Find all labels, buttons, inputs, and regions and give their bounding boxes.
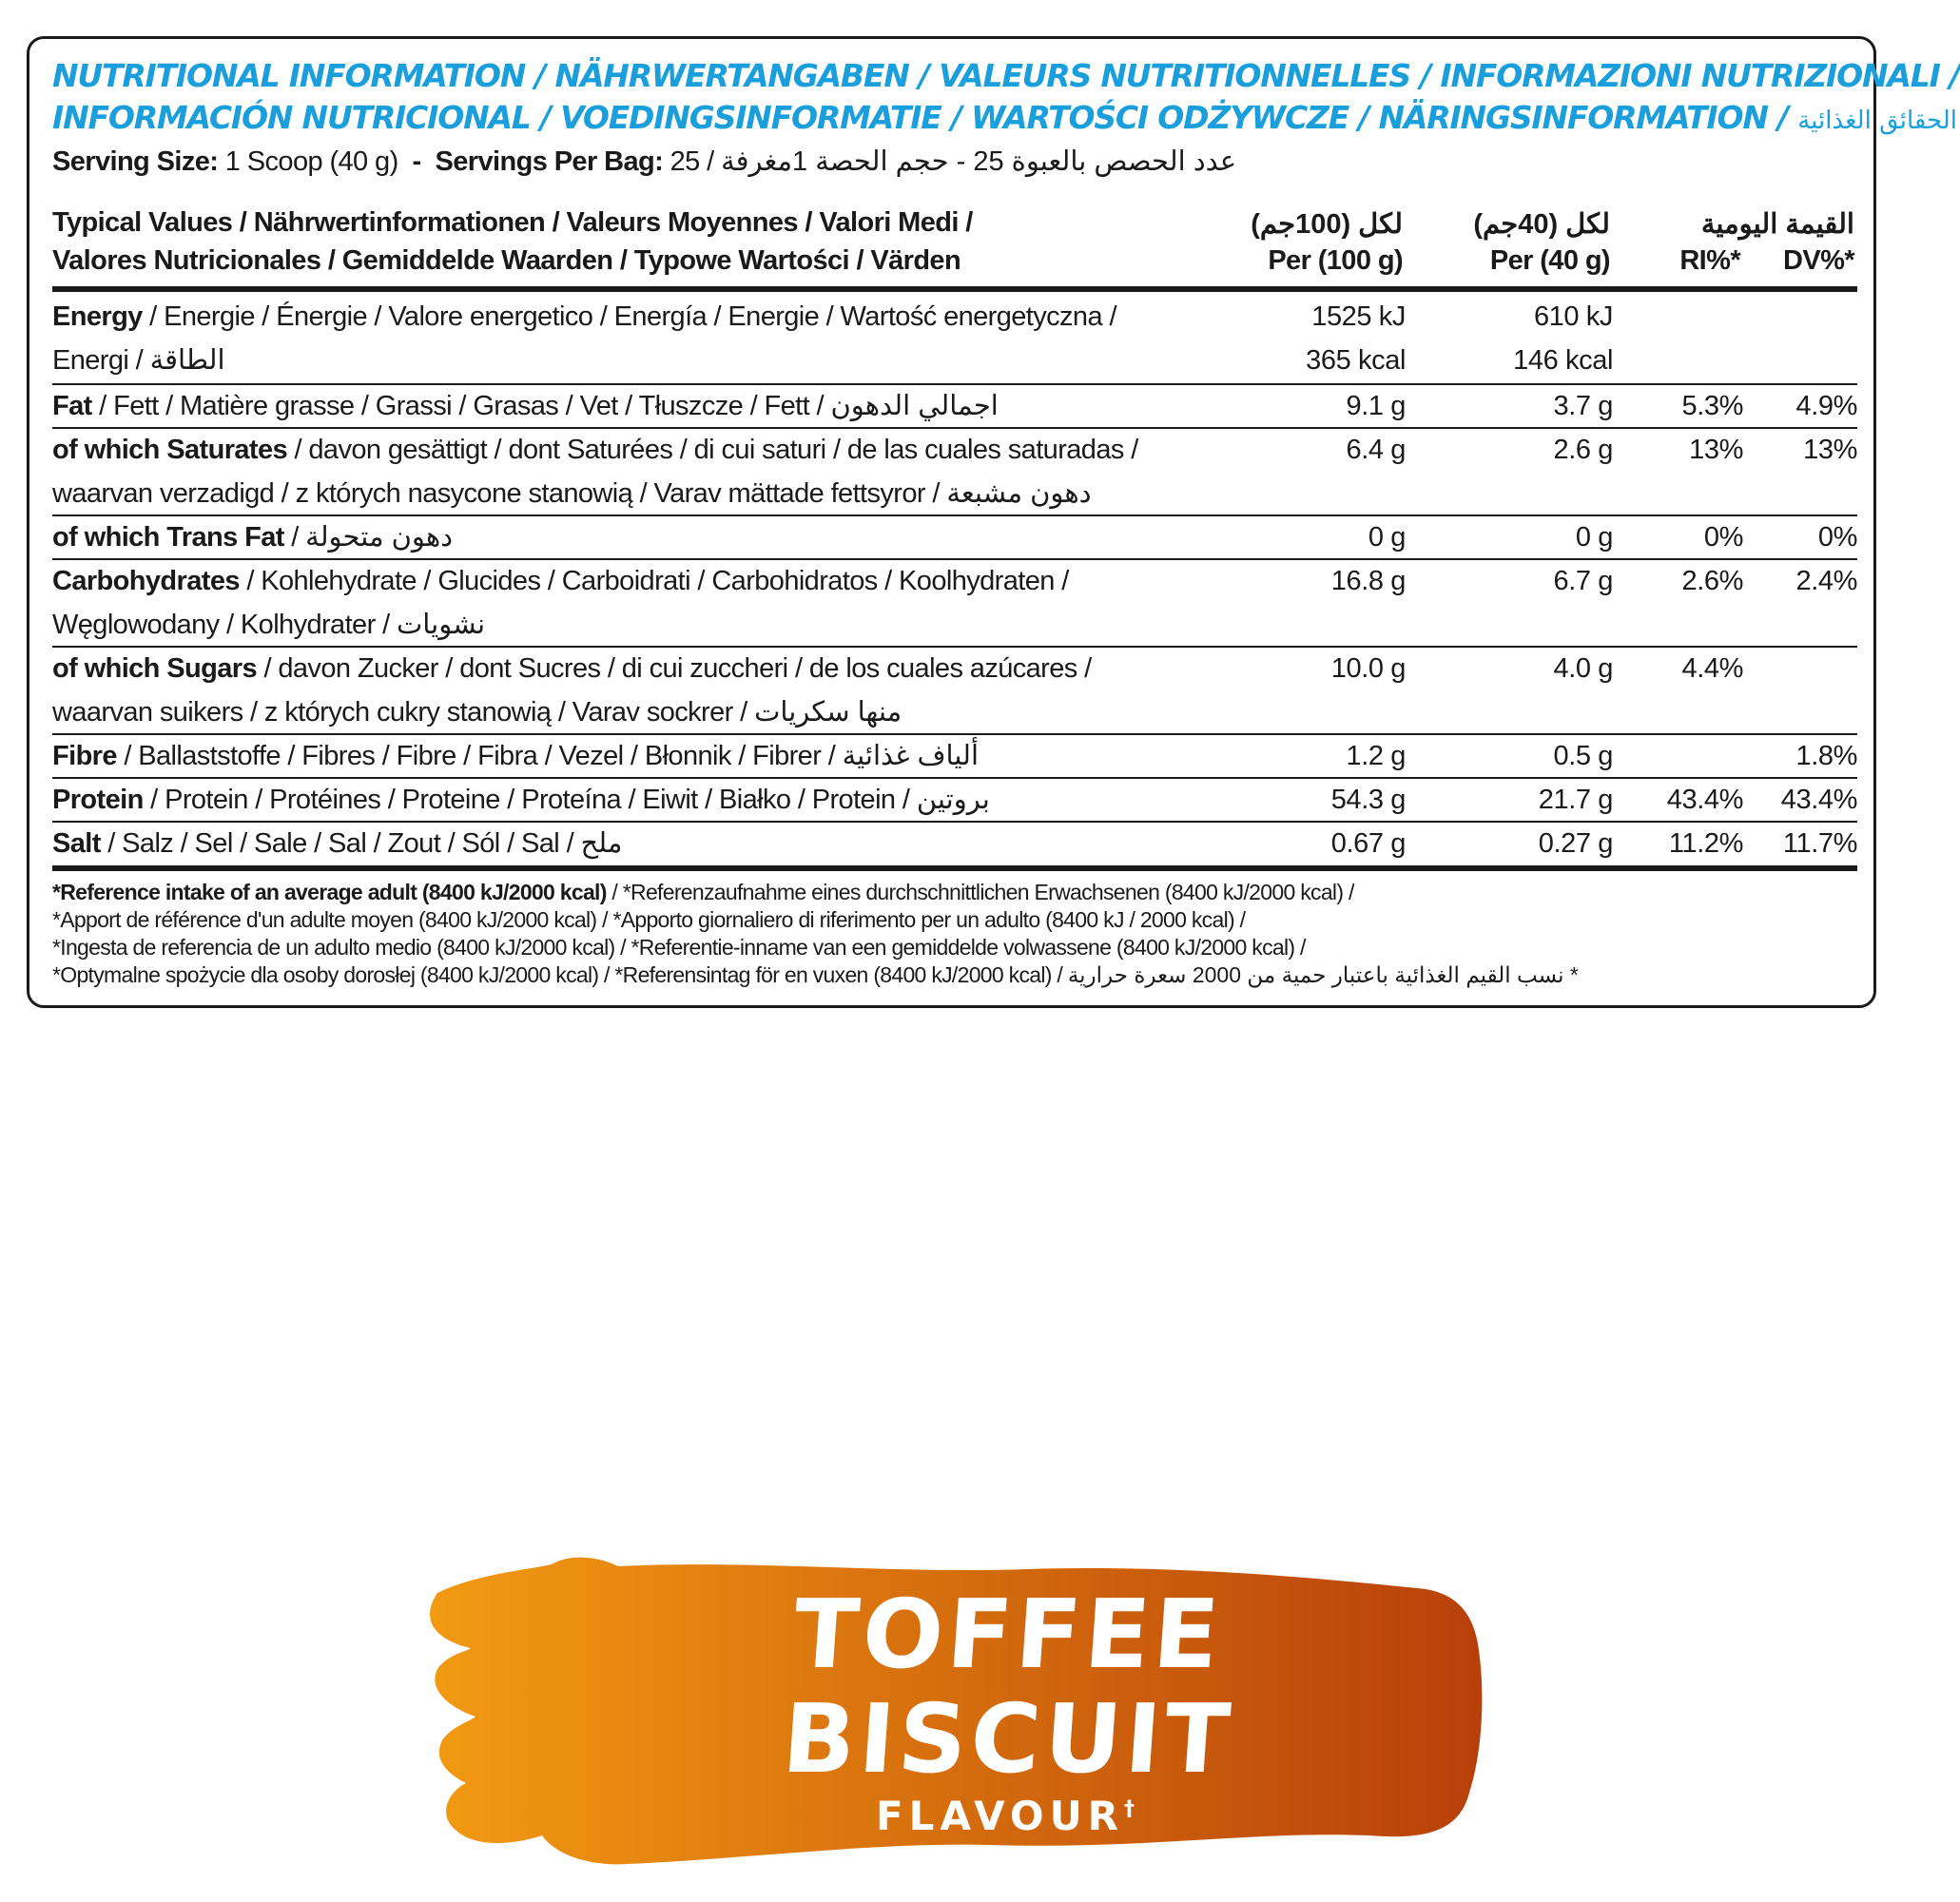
table-row-saturates — [52, 428, 1857, 515]
title-line-2-arabic: الحقائق الغذائية — [1797, 107, 1958, 135]
value-per-40: 4.0 g — [1553, 653, 1613, 684]
table-row-sugars — [52, 647, 1857, 734]
value-ri: 5.3% — [1681, 391, 1743, 421]
value-ri: 0% — [1703, 522, 1743, 553]
footnote-line-1: *Reference intake of an average adult (8400 kJ/2000 kcal) / *Referenzaufnahme eines durchschnittlichen Erwachsenen (8400 kJ/2000 kcal) / — [52, 880, 1354, 904]
per-40-arabic: لكل (40جم) — [1473, 209, 1610, 240]
value-per-40: 3.7 g — [1553, 391, 1613, 421]
value-per-100: 0.67 g — [1330, 828, 1406, 859]
table-row-fibre — [52, 734, 1857, 778]
serving-separator: - — [412, 146, 421, 177]
value-ri: 2.6% — [1681, 566, 1743, 596]
flavour-name-line-2: BISCUIT — [779, 1683, 1237, 1795]
value-dv: 4.9% — [1795, 391, 1857, 421]
value-per-100: 1525 kJ — [1311, 301, 1406, 332]
typical-values-line-2: Valores Nutricionales / Gemiddelde Waarden / Typowe Wartości / Värden — [52, 245, 961, 276]
flavour-label: FLAVOUR† — [875, 1793, 1141, 1839]
row-label-line-2: waarvan suikers / z których cukry stanowią / Varav sockrer / منها سكريات — [52, 697, 902, 728]
header-rule — [52, 286, 1857, 292]
value-per-100: 10.0 g — [1330, 653, 1406, 684]
value-dv: 11.7% — [1782, 828, 1857, 859]
row-label-line-2: waarvan verzadigd / z których nasycone stanowią / Varav mättade fettsyror / دهون مشبعة — [52, 478, 1092, 509]
value-ri: 4.4% — [1681, 653, 1743, 684]
value-per-40: 0.5 g — [1553, 741, 1613, 771]
value-ri: 43.4% — [1666, 785, 1743, 815]
title-line-2-text: INFORMACIÓN NUTRICIONAL / VOEDINGSINFORMATIE / WARTOŚCI ODŻYWCZE / NÄRINGSINFORMATION / — [52, 99, 1788, 136]
row-label-line-2: Energi / الطاقة — [52, 345, 225, 376]
table-row-trans-fat — [52, 515, 1857, 559]
value-per-40: 0 g — [1575, 522, 1613, 553]
value-dv: 1.8% — [1795, 741, 1857, 771]
table-bottom-rule — [52, 865, 1857, 871]
per-100-header: Per (100 g) — [1268, 245, 1403, 276]
daily-value-arabic: القيمة اليومية — [1700, 209, 1854, 240]
value-per-40: 2.6 g — [1553, 435, 1613, 465]
ri-header: RI%* — [1679, 245, 1740, 276]
per-40-header: Per (40 g) — [1489, 245, 1610, 276]
value-dv: 43.4% — [1780, 785, 1857, 815]
row-label: Salt / Salz / Sel / Sale / Sal / Zout / Sól / Sal / ملح — [52, 828, 623, 859]
value-per-40: 21.7 g — [1538, 785, 1613, 815]
row-label: Energy / Energie / Énergie / Valore energetico / Energía / Energie / Wartość energetyczna / — [52, 301, 1116, 332]
value-per-100: 54.3 g — [1330, 785, 1406, 815]
value-per-40-kcal: 146 kcal — [1513, 345, 1613, 376]
table-row-protein — [52, 778, 1857, 822]
row-label: Protein / Protein / Protéines / Proteine / Proteína / Eiwit / Białko / Protein / بروتين — [52, 785, 990, 815]
footnote-line-3: *Ingesta de referencia de un adulto medio (8400 kJ/2000 kcal) / *Referentie-inname van een gemiddelde volwassene (8400 kJ/2000 kcal) / — [52, 935, 1306, 960]
value-per-40: 610 kJ — [1533, 301, 1613, 332]
row-label: of which Trans Fat / دهون متحولة — [52, 522, 454, 553]
servings-per-bag-value: 25 / — [670, 146, 714, 177]
value-per-40: 0.27 g — [1538, 828, 1613, 859]
value-ri: 13% — [1689, 435, 1743, 465]
servings-per-bag-label: Servings Per Bag: — [435, 146, 664, 177]
title-line-1: NUTRITIONAL INFORMATION / NÄHRWERTANGABEN / VALEURS NUTRITIONNELLES / INFORMAZIONI NUTRIZIONALI / — [52, 57, 1960, 94]
title-line-2 — [52, 99, 1957, 136]
value-dv: 0% — [1817, 522, 1857, 553]
value-per-100: 6.4 g — [1346, 435, 1406, 465]
footnote-line-4: *Optymalne spożycie dla osoby dorosłej (8400 kJ/2000 kcal) / *Referensintag för en vuxen (8400 kJ/2000 kcal) / نسب القيم الغذائية باعتبار حمية من 2000 سعرة حرارية * — [52, 962, 1579, 987]
value-per-40: 6.7 g — [1553, 566, 1613, 596]
per-100-arabic: لكل (100جم) — [1251, 209, 1403, 240]
row-label: of which Sugars / davon Zucker / dont Sucres / di cui zuccheri / de los cuales azúcares / — [52, 653, 1092, 684]
value-per-100-kcal: 365 kcal — [1306, 345, 1406, 376]
value-ri: 11.2% — [1668, 828, 1743, 859]
serving-info — [52, 145, 1236, 178]
serving-size-label: Serving Size: — [52, 146, 219, 177]
row-label: Carbohydrates / Kohlehydrate / Glucides / Carboidrati / Carbohidratos / Koolhydraten / — [52, 566, 1069, 596]
row-label: Fibre / Ballaststoffe / Fibres / Fibre / Fibra / Vezel / Błonnik / Fibrer / ألياف غذائية — [52, 741, 980, 771]
dagger-mark: † — [1124, 1797, 1141, 1821]
row-label: Fat / Fett / Matière grasse / Grassi / Grasas / Vet / Tłuszcze / Fett / اجمالي الدهون — [52, 391, 999, 421]
table-row-energy — [52, 295, 1857, 382]
flavour-name-line-1: TOFFEE — [789, 1579, 1227, 1690]
row-label-line-2: Węglowodany / Kolhydrater / نشويات — [52, 610, 486, 640]
footnote-line-2: *Apport de référence d'un adulte moyen (8400 kJ/2000 kcal) / *Apporto giornaliero di riferimento per un adulto (8400 kJ / 2000 kcal) / — [52, 907, 1246, 932]
row-label: of which Saturates / davon gesättigt / dont Saturées / di cui saturi / de las cuales saturadas / — [52, 435, 1138, 465]
serving-size-value: 1 Scoop (40 g) — [224, 146, 398, 177]
value-per-100: 0 g — [1368, 522, 1406, 553]
value-per-100: 1.2 g — [1346, 741, 1406, 771]
value-per-100: 16.8 g — [1330, 566, 1406, 596]
value-dv: 13% — [1803, 435, 1857, 465]
table-row-salt — [52, 822, 1857, 865]
value-per-100: 9.1 g — [1346, 391, 1406, 421]
typical-values-line-1: Typical Values / Nährwertinformationen / Valeurs Moyennes / Valori Medi / — [52, 207, 973, 238]
serving-arabic: عدد الحصص بالعبوة 25 - حجم الحصة 1مغرفة — [721, 146, 1237, 177]
value-dv: 2.4% — [1795, 566, 1857, 596]
dv-header: DV%* — [1783, 245, 1854, 276]
table-row-carbohydrates — [52, 559, 1857, 647]
table-row-fat — [52, 384, 1857, 428]
